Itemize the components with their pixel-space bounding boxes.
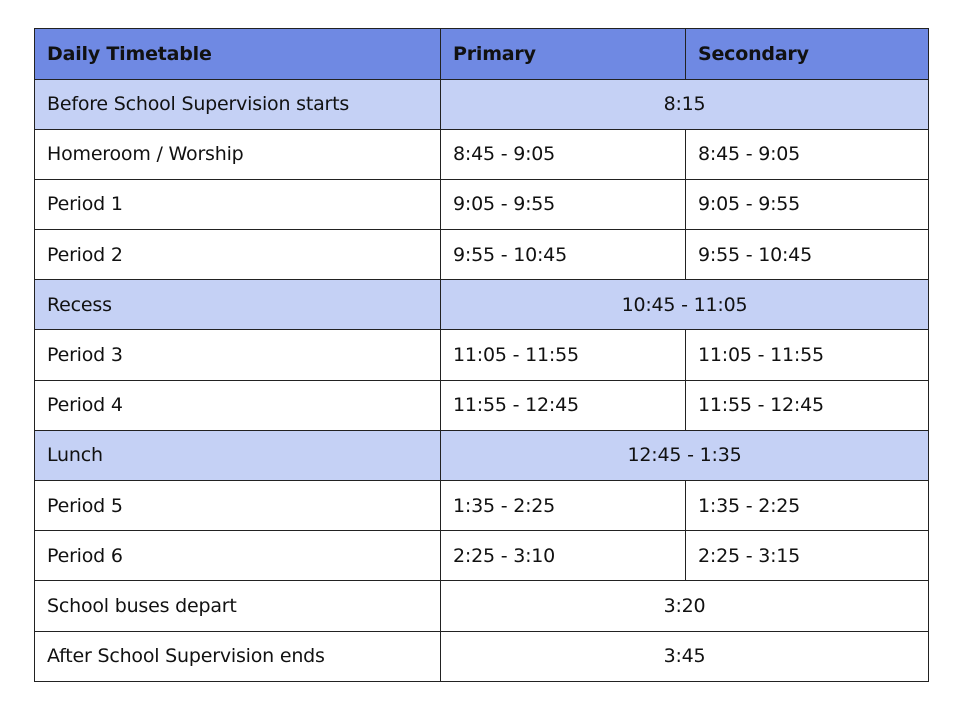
- header-title: Daily Timetable: [35, 29, 441, 80]
- table-row: [35, 230, 929, 280]
- header-primary: Primary: [441, 29, 686, 80]
- shared-time: 8:15: [441, 79, 929, 129]
- secondary-time: 11:05 - 11:55: [686, 330, 929, 380]
- row-label: Period 3: [35, 330, 441, 380]
- secondary-time: 9:55 - 10:45: [686, 230, 929, 280]
- primary-time: 11:55 - 12:45: [441, 380, 686, 430]
- table-row: [35, 280, 929, 330]
- primary-time: 11:05 - 11:55: [441, 330, 686, 380]
- row-label: Period 5: [35, 481, 441, 531]
- table-row: [35, 581, 929, 631]
- primary-time: 9:55 - 10:45: [441, 230, 686, 280]
- row-label: Period 4: [35, 380, 441, 430]
- table-row: [35, 430, 929, 480]
- row-label: Period 2: [35, 230, 441, 280]
- row-label: Homeroom / Worship: [35, 129, 441, 179]
- table-row: [35, 380, 929, 430]
- row-label: School buses depart: [35, 581, 441, 631]
- row-label: Period 6: [35, 531, 441, 581]
- header-row: [35, 29, 929, 80]
- shared-time: 3:20: [441, 581, 929, 631]
- primary-time: 8:45 - 9:05: [441, 129, 686, 179]
- table-row: [35, 129, 929, 179]
- timetable: [34, 28, 929, 682]
- table-row: [35, 179, 929, 229]
- row-label: After School Supervision ends: [35, 631, 441, 681]
- secondary-time: 11:55 - 12:45: [686, 380, 929, 430]
- secondary-time: 8:45 - 9:05: [686, 129, 929, 179]
- primary-time: 2:25 - 3:10: [441, 531, 686, 581]
- secondary-time: 9:05 - 9:55: [686, 179, 929, 229]
- primary-time: 1:35 - 2:25: [441, 481, 686, 531]
- secondary-time: 2:25 - 3:15: [686, 531, 929, 581]
- shared-time: 10:45 - 11:05: [441, 280, 929, 330]
- shared-time: 12:45 - 1:35: [441, 430, 929, 480]
- secondary-time: 1:35 - 2:25: [686, 481, 929, 531]
- table-row: [35, 79, 929, 129]
- shared-time: 3:45: [441, 631, 929, 681]
- row-label: Period 1: [35, 179, 441, 229]
- table-row: [35, 531, 929, 581]
- primary-time: 9:05 - 9:55: [441, 179, 686, 229]
- row-label: Recess: [35, 280, 441, 330]
- table-row: [35, 330, 929, 380]
- row-label: Lunch: [35, 430, 441, 480]
- table-row: [35, 481, 929, 531]
- table-row: [35, 631, 929, 681]
- row-label: Before School Supervision starts: [35, 79, 441, 129]
- header-secondary: Secondary: [686, 29, 929, 80]
